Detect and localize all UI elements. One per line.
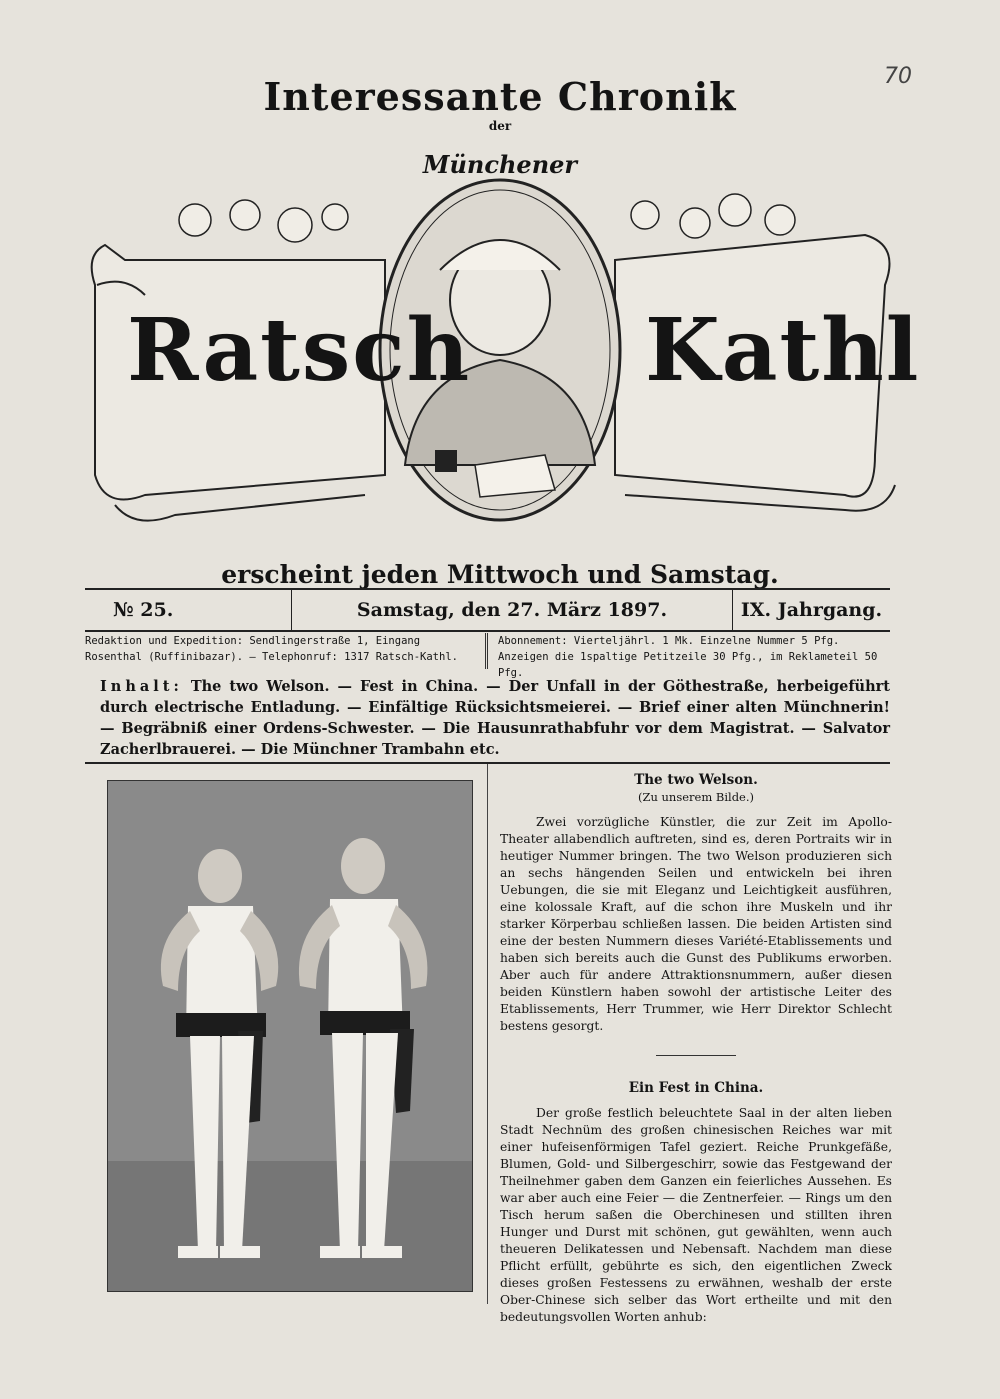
masthead-banner	[85, 175, 921, 545]
column-divider	[487, 764, 488, 1304]
issue-date: Samstag, den 27. März 1897.	[292, 590, 733, 630]
crowd-right	[631, 194, 795, 238]
masthead-subtitle: erscheint jeden Mittwoch und Samstag.	[221, 560, 779, 589]
article-body-welson: Zwei vorzügliche Künstler, die zur Zeit im Apollo-Theater allabendlich auftreten, sind es, deren Portraits wir in heutiger Nummer bringen. The two Welson produzieren sich an sechs hängenden Seilen und entwickeln bei ihren Uebungen, die sie mit Eleganz und Leichtigkeit ausführen, eine kolossale Kraft, auf die schon ihre Muskeln und ihr starker Körperbau schließen lassen. Die beiden Artisten sind eine der besten Nummern dieses Variété-Etablissements und haben sich bereits auch die Gunst des Publikums erworben. Aber auch für andere Attraktionsnummern, außer diesen beiden Künstlern haben sowohl der artistische Leiter des Etablissements, Herr Trummer, wie Herr Direktor Schlecht bestens gesorgt.	[500, 815, 892, 1033]
contents-label: Inhalt:	[100, 678, 183, 695]
article-separator	[656, 1055, 736, 1056]
article-title-china: Ein Fest in China.	[628, 1080, 764, 1096]
table-of-contents	[100, 676, 890, 760]
imprint-subscription: Abonnement: Vierteljährl. 1 Mk. Einzelne Nummer 5 Pfg. Anzeigen die 1spaltige Petitzeile 30 Pfg., im Reklameteil 50 Pfg.	[498, 635, 878, 679]
issue-number: № 25.	[85, 590, 292, 630]
masthead-muenchener: Münchener	[422, 150, 578, 179]
masthead-der: der	[488, 119, 512, 133]
page-number: 70	[884, 64, 912, 89]
article-subtitle-welson: (Zu unserem Bilde.)	[637, 790, 755, 804]
article-body-china: Der große festlich beleuchtete Saal in der alten lieben Stadt Nechnüm des großen chinesischen Reiches war mit einer hufeisenförmigen Tafel geziert. Reiche Prunkgefäße, Blumen, Gold- und Silbergeschirr, sowie das Festgewand der Theilnehmer gaben dem Ganzen ein feierliches Aussehen. Es war aber auch eine Feier — die Zentnerfeier. — Rings um den Tisch herum saßen die Oberchinesen und stillten ihren Hunger und Durst mit schönen, gut gewählten, wenn auch theueren Delikatessen und Nebensaft. Nachdem man diese Pflicht erfüllt, gebührte es sich, den eigentlichen Zweck dieses großen Festessens zu erwähnen, weshalb der erste Ober-Chinese sich selber das Wort ertheilte und mit den bedeutungsvollen Worten anhub:	[500, 1106, 892, 1324]
imprint-box	[85, 633, 890, 679]
masthead-top-line: Interessante Chronik	[263, 74, 737, 119]
issue-info-bar	[85, 588, 890, 632]
photo-two-welson	[107, 780, 473, 1292]
article-title-welson: The two Welson.	[634, 772, 758, 788]
contents-text: The two Welson. — Fest in China. — Der Unfall in der Göthestraße, herbeigeführt durch electrische Entladung. — Einfältige Rücksichtsmeierei. — Brief einer alten Münchnerin! — Begräbniß einer Ordens-Schwester. — Die Hausunrathabfuhr vor dem Magistrat. — Salvator Zacherlbrauerei. — Die Münchner Trambahn etc.	[100, 678, 890, 758]
issue-volume: IX. Jahrgang.	[740, 599, 883, 621]
article-column	[500, 772, 892, 1326]
title-ratsch: Ratsch	[127, 300, 472, 401]
crowd-left	[179, 200, 348, 242]
imprint-editorial: Redaktion und Expedition: Sendlingerstraße 1, Eingang Rosenthal (Ruffinibazar). — Telephonruf: 1317 Ratsch-Kathl.	[85, 633, 488, 669]
title-kathl: Kathl	[645, 300, 921, 401]
photo-illustration	[108, 781, 472, 1291]
